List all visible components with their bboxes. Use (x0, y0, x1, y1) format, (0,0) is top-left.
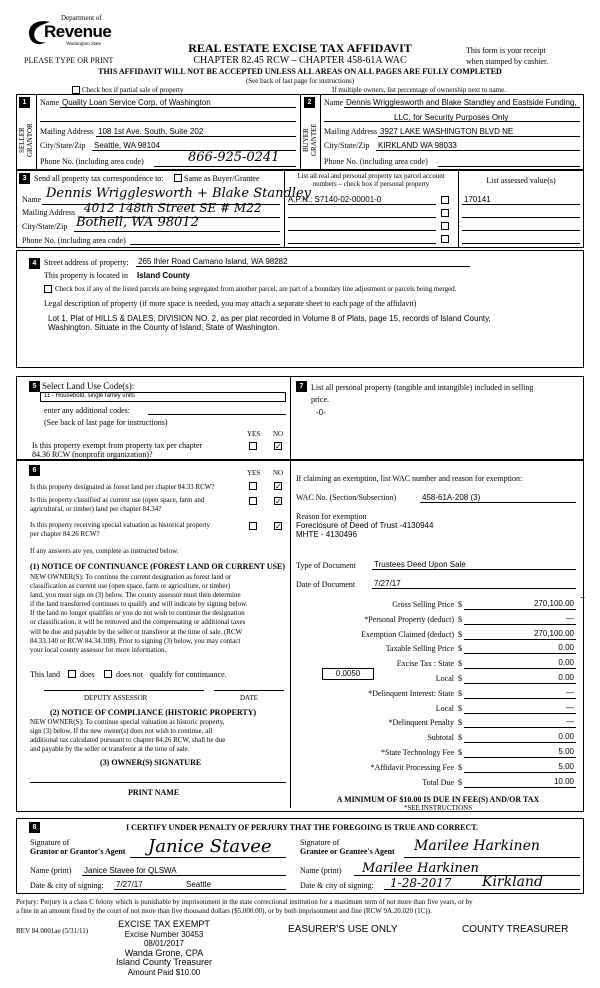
exempt-question-2: 84.36 RCW (nonprofit organization)? (32, 450, 153, 459)
section-3-number: 3 (19, 173, 30, 184)
grantee-name: Marilee Harkinen (362, 861, 479, 876)
tax-row-value: 0.00 (558, 643, 574, 652)
corr-phone-label: Phone No. (including area code) (22, 236, 126, 245)
owner-signature-label: (3) OWNER(S) SIGNATURE (100, 758, 202, 767)
section-4-number: 4 (29, 258, 40, 269)
segregated-checkbox[interactable] (44, 285, 52, 293)
exempt-question-1: Is this property exempt from property tax per chapter (32, 441, 203, 450)
deputy-assessor-label: DEPUTY ASSESSOR (84, 694, 148, 702)
certify-title: I CERTIFY UNDER PENALTY OF PERJURY THAT THE FOREGOING IS TRUE AND CORRECT. (126, 823, 479, 832)
grantee-date-label: Date & city of signing: (300, 881, 374, 890)
receipt-note-2: when stamped by cashier. (466, 57, 549, 66)
seller-address-label: Mailing Address (40, 127, 94, 136)
stamp-name: Wanda Grone, CPA (124, 947, 204, 958)
stamp-date: 08/01/2017 (143, 939, 185, 948)
acceptance-warning: THIS AFFIDAVIT WILL NOT BE ACCEPTED UNLESS ALL AREAS ON ALL PAGES ARE FULLY COMPLETED (98, 67, 502, 76)
logo-department: Department of (61, 14, 102, 22)
street-label: Street address of property: (44, 258, 129, 267)
perjury-line-2: a fine in an amount fixed by the court of not more than five thousand dollars ($5,000.00), or by both imprisonment and fine (RCW 9A.20.020 (1C)). (16, 907, 432, 915)
tax-row-label: *State Technology Fee (380, 748, 454, 757)
tax-row-currency: $ (458, 615, 462, 624)
seller-phone-label: Phone No. (including area code) (40, 157, 144, 166)
form-chapter: CHAPTER 82.45 RCW – CHAPTER 458-61A WAC (193, 55, 407, 66)
tax-row-label: Excise Tax : State (396, 659, 454, 668)
tax-row-underline (464, 624, 576, 625)
tax-row-currency: $ (458, 659, 462, 668)
current-use-question-1: Is this property classified as current use (open space, farm and (30, 496, 205, 504)
treasurer-use-label: EASURER'S USE ONLY (288, 924, 398, 935)
grantor-date-label: Date & city of signing: (30, 881, 104, 890)
margin-dash-mark: – (580, 592, 585, 603)
notice-compliance-title: (2) NOTICE OF COMPLIANCE (HISTORIC PROPERTY) (50, 708, 257, 717)
notice-line: 84.33.140 or RCW 84.34.108). Prior to signing (3) below, you may contact (30, 636, 241, 645)
corr-address: 4012 148th Street SE # M22 (84, 201, 262, 215)
notice-line: land, you must sign on (3) below. The county assessor must then determine (30, 591, 241, 600)
tax-row-underline (464, 742, 576, 743)
multiple-owners-note: If multiple owners, list percentage of ownership next to name. (332, 86, 506, 94)
notice-continuance-text (30, 573, 288, 655)
logo-revenue: Revenue (44, 22, 112, 41)
land-use-code: 11 - Household, single family units (44, 393, 135, 399)
section6-yes: YES (247, 469, 261, 477)
seller-name: Quality Loan Service Corp. of Washington (62, 98, 211, 107)
grantor-signature: Janice Stavee (148, 836, 272, 857)
personal-prop-label-1: List all personal property (tangible and intangible) included in selling (311, 383, 534, 392)
see-instructions-note: *SEE INSTRUCTIONS (403, 804, 473, 812)
wac-label: WAC No. (Section/Subsection) (296, 493, 397, 502)
buyer-city: KIRKLAND WA 98033 (378, 141, 457, 150)
parcel-apn: A.P.N.: S7140-02-00001-0 (288, 195, 382, 204)
exempt-yes-checkbox[interactable] (249, 442, 257, 450)
legal-desc-label: Legal description of property (if more space is needed, you may attach a separate sheet to each page of the affidavit) (44, 299, 417, 308)
county-treasurer-label: COUNTY TREASURER (462, 924, 569, 935)
current-use-no-checkbox[interactable]: ✓ (275, 497, 282, 506)
county: Island County (137, 271, 190, 280)
seller-side-label: SELLER GRANTOR (18, 123, 34, 157)
notice-line: or classification, it will be removed and the compensating or additional taxes (30, 618, 246, 627)
tax-row-underline (464, 713, 576, 714)
tax-row-label: Exemption Claimed (deduct) (361, 630, 454, 639)
historic-no-checkbox[interactable]: ✓ (275, 522, 282, 531)
land-use-see-back: (See back of last page for instructions) (44, 418, 168, 427)
stamp-number: Excise Number 30453 (124, 929, 204, 939)
section-8-number: 8 (29, 822, 40, 833)
corr-name: Dennis Wrigglesworth + Blake Standley (46, 186, 311, 201)
tax-row-label: *Affidavit Processing Fee (370, 763, 454, 772)
doc-type: Trustees Deed Upon Sale (374, 560, 466, 569)
tax-row-value: 10.00 (553, 777, 574, 786)
treasurer-stamp (104, 920, 224, 977)
tax-row-underline (464, 698, 576, 699)
receipt-note-1: This form is your receipt (466, 46, 546, 55)
deputy-date-label: DATE (240, 694, 258, 702)
section-1-number: 1 (19, 97, 30, 108)
notice-line: If the land no longer qualifies or you do not wish to continue the designation (30, 609, 245, 618)
buyer-address-label: Mailing Address (324, 127, 378, 136)
notice-line: if the land transferred continues to qualify and will indicate by signing below. (30, 600, 248, 609)
tax-row-currency: $ (458, 718, 462, 727)
compliance-line: sign (3) below. If the new owner(s) does not wish to continue, all (30, 727, 213, 736)
corr-name-label: Name (22, 195, 42, 204)
parcel-personal-checkbox-1[interactable] (441, 196, 449, 204)
grantee-date: 1-28-2017 (390, 876, 452, 890)
personal-prop-value: -0- (316, 408, 326, 417)
tax-row-label: Local (435, 674, 454, 683)
segregated-label: Check box if any of the listed parcels are being segregated from another parcel, are part of a boundary line adjustment or parcels being merged. (55, 285, 457, 293)
tax-row-label: Gross Selling Price (392, 600, 454, 609)
tax-row-currency: $ (458, 748, 462, 757)
if-any-yes: If any answers are yes, complete as instructed below. (30, 547, 179, 555)
tax-row-value: 0.00 (558, 673, 574, 682)
grantee-signature: Marilee Harkinen (414, 838, 540, 854)
minimum-due-note: A MINIMUM OF $10.00 IS DUE IN FEE(S) AND/OR TAX (336, 795, 540, 804)
historic-question-2: per chapter 84.26 RCW? (30, 530, 100, 538)
tax-row-underline (464, 653, 576, 654)
compliance-line: additional tax calculated pursuant to chapter 84.26 RCW, shall be due (30, 736, 226, 745)
grantee-city: Kirkland (482, 874, 543, 890)
print-name-label: PRINT NAME (128, 788, 180, 797)
current-use-question-2: agricultural, or timber) land per chapter 84.34? (30, 505, 162, 513)
please-type-or-print: PLEASE TYPE OR PRINT (24, 56, 114, 65)
parcel-personal-checkbox-4[interactable] (441, 235, 449, 243)
seller-address: 108 1st Ave. South, Suite 202 (98, 127, 204, 136)
does-checkbox[interactable] (68, 670, 76, 678)
tax-row-currency: $ (458, 763, 462, 772)
section-7-number: 7 (296, 381, 307, 392)
revenue-logo (24, 14, 114, 54)
notice-continuance-title: (1) NOTICE OF CONTINUANCE (FOREST LAND OR CURRENT USE) (30, 562, 285, 571)
buyer-name-line-2: LLC, for Security Purposes Only (394, 113, 509, 122)
partial-sale-checkbox[interactable] (72, 86, 80, 94)
tax-row-underline (464, 727, 576, 728)
buyer-name: Dennis Wrigglesworth and Blake Standley and Eastside Funding, (346, 98, 577, 107)
buyer-address: 3927 LAKE WASHINGTON BLVD NE (380, 127, 514, 136)
tax-row-value: — (566, 614, 574, 623)
tax-row-underline (464, 787, 576, 788)
tax-row-value: — (566, 717, 574, 726)
perjury-statement (16, 898, 586, 916)
street-address: 265 Ihler Road Camano Island, WA 98282 (138, 257, 288, 266)
does-not-label: does not (116, 670, 143, 679)
additional-codes-label: enter any additional codes: (44, 406, 130, 415)
stamp-role: Island County Treasurer (115, 957, 213, 967)
exemption-claim-label: If claiming an exemption, list WAC number and reason for exemption: (296, 474, 523, 483)
compliance-line: NEW OWNER(S): To continue special valuation as historic property, (30, 718, 225, 726)
wac-number: 458-61A-208 (3) (422, 493, 481, 502)
grantee-sig-label-1: Signature of (300, 838, 340, 847)
tax-row-underline (464, 668, 576, 669)
seller-name-label: Name (40, 98, 60, 107)
compliance-line: and payable by the seller or transferor at the time of sale. (30, 745, 190, 754)
forest-yes-checkbox[interactable] (249, 482, 257, 490)
county-label: This property is located in (44, 271, 128, 280)
tax-row-currency: $ (458, 733, 462, 742)
tax-row-underline (464, 772, 576, 773)
section6-no: NO (273, 469, 284, 477)
grantor-name-label: Name (print) (30, 866, 72, 875)
tax-row-label: *Personal Property (deduct) (364, 615, 454, 624)
grantee-sig-label-2: Grantee or Grantee's Agent (300, 847, 395, 856)
same-as-buyer-checkbox[interactable] (174, 174, 182, 182)
seller-phone: 866-925-0241 (188, 150, 280, 165)
same-as-buyer-label: Same as Buyer/Grantee (184, 174, 260, 183)
current-use-yes-checkbox[interactable] (249, 497, 257, 505)
section-property (16, 250, 584, 368)
forest-no-checkbox[interactable]: ✓ (275, 482, 282, 491)
seller-city-label: City/State/Zip (40, 141, 86, 150)
corr-address-label: Mailing Address (22, 208, 76, 217)
section-2-number: 2 (304, 97, 315, 108)
does-not-checkbox[interactable] (104, 670, 112, 678)
grantor-sig-label-2: Grantor or Grantor's Agent (30, 847, 126, 856)
personal-prop-label-2: price. (311, 395, 329, 404)
tax-row-currency: $ (458, 600, 462, 609)
tax-row-currency: $ (458, 704, 462, 713)
form-title: REAL ESTATE EXCISE TAX AFFIDAVIT (188, 41, 412, 55)
doc-date-label: Date of Document (296, 580, 356, 589)
tax-row-underline (464, 683, 576, 684)
tax-row-label: Subtotal (427, 733, 454, 742)
corr-city-label: City/State/Zip (22, 222, 68, 231)
assessed-value: 170141 (464, 195, 491, 204)
tax-row-underline (464, 639, 576, 640)
tax-row-underline (464, 609, 576, 610)
send-correspondence-label: Send all property tax correspondence to: (34, 174, 164, 183)
tax-row-underline (464, 757, 576, 758)
historic-question-1: Is this property receiving special valuation as historical property (30, 521, 211, 529)
tax-row-value: 5.00 (558, 747, 574, 756)
form-number: REV 84 0001ae (5/31/11) (16, 927, 89, 935)
buyer-city-label: City/State/Zip (324, 141, 370, 150)
land-use-no: NO (273, 430, 284, 438)
notice-line: will be due and payable by the seller or transferor at the time of sale. (RCW (30, 627, 243, 636)
tax-row-currency: $ (458, 644, 462, 653)
legal-desc-2: Washington. Situate in the County of Island, State of Washington. (48, 323, 280, 332)
tax-row-value: 270,100.00 (533, 629, 574, 638)
grantor-date: 7/27/17 (116, 880, 143, 889)
buyer-side-label: BUYER GRANTEE (302, 123, 318, 157)
tax-row-value: 270,100.00 (533, 599, 574, 608)
buyer-name-label: Name (324, 98, 344, 107)
doc-type-label: Type of Document (296, 561, 356, 570)
parcel-personal-checkbox-2[interactable] (441, 209, 449, 217)
legal-desc-1: Lot 1, Plat of HILLS & DALES, DIVISION NO. 2, as per plat recorded in Volume 8 of Plats, page 15, records of Island County, (48, 314, 491, 323)
tax-row-value: 0.00 (558, 658, 574, 667)
tax-row-label: *Delinquent Interest: State (368, 689, 454, 698)
tax-row-label: Total Due (422, 778, 454, 787)
section-5-number: 5 (29, 381, 40, 392)
reason-line-1: Foreclosure of Deed of Trust -4130944 (296, 521, 434, 530)
local-rate: 0.0050 (335, 669, 361, 678)
tax-row-currency: $ (458, 689, 462, 698)
qualify-label: qualify for continuance. (150, 670, 227, 679)
doc-date: 7/27/17 (374, 579, 401, 588)
tax-row-value: 0.00 (558, 732, 574, 741)
this-land-label: This land (30, 670, 60, 679)
grantor-sig-label-1: Signature of (30, 838, 70, 847)
grantor-name: Janice Stavee for QLSWA (84, 866, 177, 875)
assessed-header: List assessed value(s) (486, 176, 556, 185)
grantor-city: Seattle (186, 880, 211, 889)
perjury-line-1: Perjury: Perjury is a class C felony which is punishable by imprisonment in the state correctional institution for a maximum term of not more than five years, or by (16, 898, 473, 906)
buyer-phone-label: Phone No. (including area code) (324, 157, 428, 166)
exempt-no-checkbox[interactable]: ✓ (275, 442, 282, 451)
notice-line: NEW OWNER(S): To continue the current designation as forest land or (30, 573, 232, 581)
parcels-header: List all real and personal property tax parcel account numbers – check box if personal property (297, 172, 445, 188)
section-6-number: 6 (29, 465, 40, 476)
tax-row-currency: $ (458, 674, 462, 683)
forest-question: Is this property designated as forest land per chapter 84.33 RCW? (30, 483, 215, 491)
logo-washington-state: Washington State (66, 42, 102, 47)
seller-city: Seattle, WA 98104 (94, 141, 160, 150)
historic-yes-checkbox[interactable] (249, 522, 257, 530)
reason-label: Reason for exemption (296, 512, 367, 521)
does-label: does (80, 670, 95, 679)
tax-row-currency: $ (458, 778, 462, 787)
stamp-amount: Amount Paid $10.00 (127, 967, 201, 977)
tax-row-label: Local (435, 704, 454, 713)
tax-row-label: *Delinquent Penalty (388, 718, 454, 727)
partial-sale-label: Check box if partial sale of property (82, 86, 184, 94)
parcel-personal-checkbox-3[interactable] (441, 222, 449, 230)
tax-row-value: 5.00 (558, 762, 574, 771)
tax-row-value: — (566, 688, 574, 697)
reason-line-2: MHTE - 4130496 (296, 530, 357, 539)
tax-row-label: Taxable Selling Price (385, 644, 454, 653)
notice-compliance-text (30, 718, 288, 754)
notice-line: your local county assessor for more information. (30, 645, 167, 654)
land-use-yes: YES (247, 430, 261, 438)
land-use-label: Select Land Use Code(s): (42, 381, 135, 391)
grantee-name-label: Name (print) (300, 866, 342, 875)
see-back-instructions: (See back of last page for instructions) (245, 77, 355, 85)
corr-city: Bothell, WA 98012 (76, 215, 199, 230)
stamp-title: EXCISE TAX EXEMPT (118, 919, 210, 929)
notice-line: classification as current use (open space, farm or agriculture, or timber) (30, 582, 231, 591)
tax-row-value: — (566, 703, 574, 712)
tax-row-currency: $ (458, 630, 462, 639)
